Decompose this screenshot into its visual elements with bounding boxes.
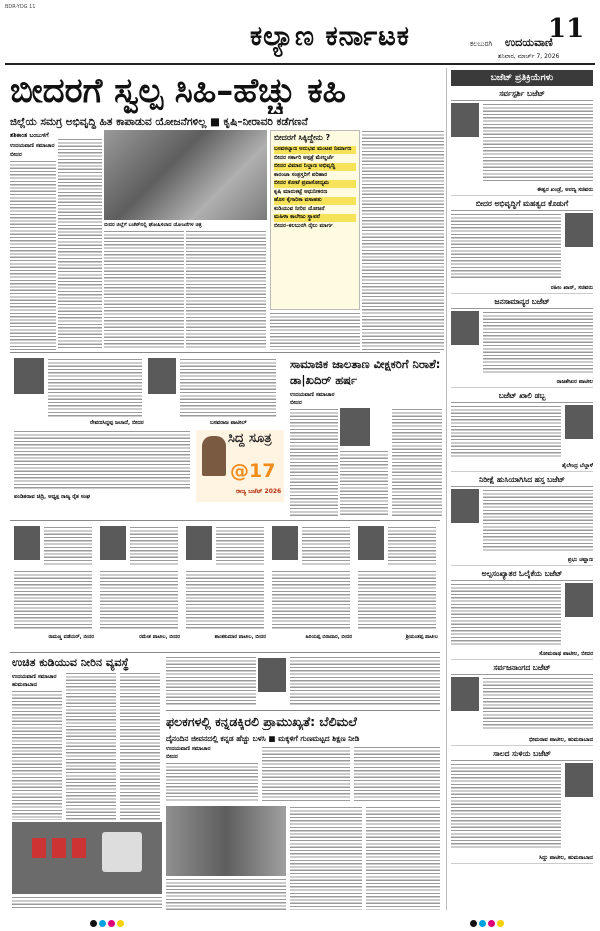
- expectation-item: ಬಸವಕಲ್ಯಾಣ ಅನುಭವ ಮಂಟಪ ನಿರ್ಮಾಣ: [274, 146, 356, 154]
- sidebar-item-byline: ರಹೀಂ ಖಾನ್, ಸಚಿವರು: [550, 285, 593, 291]
- sidebar-item-title: ಸರ್ವಸ್ಪರ್ಶಿ ಬಜೆಟ್: [451, 89, 593, 101]
- sidebar-item-title: ಸರ್ವಜನಾಂಗದ ಬಜೆಟ್: [451, 663, 593, 675]
- sidebar-item-photo: [451, 489, 479, 523]
- comment-photo: [14, 526, 40, 560]
- comment-text-top: [130, 526, 178, 566]
- comment-text: [272, 570, 350, 630]
- comment-byline: ರಮೇಶ ಪಾಟೀಲ, ಬೀದರ: [139, 634, 180, 640]
- comment-text-top: [302, 526, 350, 566]
- comment-text: [100, 570, 178, 630]
- board-photo: [166, 806, 286, 876]
- board-dateline: ಉದಯವಾಣಿ ಸಮಾಚಾರ: [166, 746, 211, 752]
- sidda-title: ಸಿದ್ದ ಸೂತ್ರ: [228, 431, 272, 446]
- reaction-photo-1: [14, 358, 44, 394]
- comment-text-top: [216, 526, 264, 566]
- sidebar-item-title: ನಿರೀಕ್ಷೆ ಹುಸಿಯಾಗಿಸಿದ ಹಸ್ತ ಬಜೆಟ್: [451, 475, 593, 487]
- sidebar-item-title: ಬಜೆಟ್ ಖಾಲಿ ಡಬ್ಬ: [451, 391, 593, 403]
- board-dateline-city: ಬೀದರ: [166, 754, 178, 760]
- registration-marks: [470, 912, 530, 920]
- water-headline: ಉಚಿತ ಕುಡಿಯುವ ನೀರಿನ ವ್ಯವಸ್ಥೆ: [12, 656, 129, 669]
- expectation-item: ಕಾರಂಜಾ ಸಂತ್ರಸ್ತರಿಗೆ ಪರಿಹಾರ: [274, 171, 328, 178]
- comment-text: [358, 570, 436, 630]
- sidebar-item: [451, 569, 593, 660]
- masthead-rule: [5, 63, 595, 65]
- board-caption: [166, 878, 286, 910]
- water-caption: [12, 896, 162, 910]
- board-text-col-3: [354, 746, 440, 802]
- sidebar-item-text: [451, 213, 561, 279]
- water-machine: [102, 832, 142, 872]
- expectations-box: [270, 130, 360, 310]
- water-photo: [12, 822, 162, 894]
- date-line: ಶನಿವಾರ, ಮಾರ್ಚ್ 7, 2026: [498, 53, 560, 60]
- comment-photo: [100, 526, 126, 560]
- sidebar-item-photo: [565, 213, 593, 247]
- sidebar-item-photo: [565, 763, 593, 797]
- comment-photo: [186, 526, 212, 560]
- expectation-item: ಹೊಸ ಕೈಗಾರಿಕಾ ವಸಾಹತು: [274, 197, 356, 205]
- comment-text-top: [44, 526, 92, 566]
- sidebar-item-text: [483, 103, 593, 181]
- paper-name: ಉದಯವಾಣಿ: [505, 36, 553, 49]
- water-can-icon: [72, 838, 86, 858]
- comment-text-top: [388, 526, 436, 566]
- quote-text: [14, 430, 190, 490]
- social-text-col-3: [392, 408, 442, 516]
- board-subheadline: ದೈನಂದಿನ ಜೀವನದಲ್ಲಿ ಕನ್ನಡ ಹೆಚ್ಚು ಬಳಸಿ ■ ಮಕ್ಕಳಿಗೆ ಗುಣಮಟ್ಟದ ಶಿಕ್ಷಣ ನೀಡಿ: [166, 734, 360, 743]
- sidebar-item: [451, 391, 593, 472]
- registration-marks: [90, 912, 150, 920]
- board-text-col-1: [166, 762, 258, 802]
- expectation-item: ಕೃಷಿ ಮಾರುಕಟ್ಟೆ ಆಧುನೀಕರಣ: [274, 188, 328, 195]
- sidebar-items: [447, 89, 597, 864]
- section-title: ಕಲ್ಯಾಣ ಕರ್ನಾಟಕ: [250, 21, 410, 52]
- sidebar-item-text: [451, 583, 561, 645]
- divider: [10, 520, 440, 521]
- lead-subheadline: ಜಿಲ್ಲೆಯ ಸಮಗ್ರ ಅಭಿವೃದ್ಧಿ ಹಿತ ಕಾಪಾಡುವ ಯೋಜನೆಗಳಿಲ್ಲ ■ ಕೃಷಿ–ನೀರಾವರಿ ಕಡೆಗಣನೆ: [10, 116, 308, 128]
- cm-photo: [202, 436, 226, 476]
- water-text-col-3: [120, 672, 160, 820]
- water-can-icon: [52, 838, 66, 858]
- sidebar-item-text: [483, 311, 593, 373]
- expectation-item: ಮಹಿಳಾ ಕಾಲೇಜು ಸ್ಥಾಪನೆ: [274, 214, 356, 222]
- sidda-tag: ರಾಜ್ಯ ಬಜೆಟ್ 2026: [236, 488, 282, 495]
- expectation-item: ಬೀದರ ಸರ್ಕಾರಿ ಆಸ್ಪತ್ರೆ ಮೇಲ್ದರ್ಜೆ: [274, 154, 334, 161]
- lead-byline: ಶಶಿಕಾಂತ ಬಂಬುಳಗೆ: [10, 132, 49, 139]
- expectation-item: ಬೀದರ–ಕಲಬುರಗಿ ರೈಲು ಮಾರ್ಗ: [274, 222, 333, 229]
- water-text-col-1: [12, 690, 62, 820]
- sidebar-item-text: [483, 677, 593, 731]
- sidebar-item-byline: ರಾಜಶೇಖರ ಪಾಟೀಲ: [556, 379, 593, 385]
- print-code: BDR-YDG 11: [5, 4, 36, 10]
- sidebar-item-title: ಅಲ್ಪಸಂಖ್ಯಾತರ ಓಲೈಕೆಯ ಬಜೆಟ್: [451, 569, 593, 581]
- water-dateline: ಉದಯವಾಣಿ ಸಮಾಚಾರ: [12, 674, 57, 680]
- comment-text: [14, 570, 92, 630]
- water-text-col-2: [66, 672, 116, 820]
- sidebar-item: [451, 297, 593, 388]
- lead-text-col-6: [362, 130, 444, 350]
- page-number: 11: [548, 14, 585, 44]
- sidebar-item-text: [451, 405, 561, 457]
- sidebar-item-text: [451, 763, 561, 849]
- sidebar-item-photo: [565, 405, 593, 439]
- social-text-col-2: [340, 450, 388, 516]
- sidebar-item-byline: ಸಿದ್ದು ಪಾಟೀಲ, ಹುಮನಾಬಾದ: [539, 855, 593, 861]
- reaction-text-1: [48, 358, 142, 418]
- reaction-byline-1: ರೇವಣಸಿದ್ದಪ್ಪ ಜಲಾದೆ, ಬೀದರ: [90, 420, 144, 426]
- sidebar-item-byline: ಭೀಮರಾವ ಪಾಟೀಲ, ಹುಮನಾಬಾದ: [528, 737, 593, 743]
- social-photo: [340, 408, 370, 446]
- sidebar-item-text: [483, 489, 593, 551]
- expectations-title: ಬೀದರಗೆ ಸಿಕ್ಕಿದ್ದೇನು ?: [274, 133, 331, 142]
- sidebar-item: [451, 199, 593, 294]
- sidebar-item-title: ಬೀದರ ಅಭಿವೃದ್ಧಿಗೆ ಮಹತ್ವದ ಕೊಡುಗೆ: [451, 199, 593, 211]
- reaction-byline-2: ಬಸವರಾಜ ಪಾಟೀಲ್: [210, 420, 247, 426]
- sidebar-item-photo: [451, 103, 479, 137]
- sidda-sootra-badge: [196, 430, 284, 502]
- sidebar-item: [451, 89, 593, 196]
- water-can-icon: [32, 838, 46, 858]
- sidebar-item-byline: ಸೋಮನಾಥ ಪಾಟೀಲ, ಬೀದರ: [539, 651, 593, 657]
- sidebar-item: [451, 749, 593, 864]
- social-text-col-1: [290, 408, 338, 516]
- divider: [166, 710, 440, 711]
- comment-photo: [358, 526, 384, 560]
- city: ಕಲಬುರಗಿ: [470, 40, 493, 48]
- expectation-item: ಬೀದರ ವಿಮಾನ ನಿಲ್ದಾಣ ಅಭಿವೃದ್ಧಿ: [274, 163, 356, 171]
- lead-headline: ಬೀದರಗೆ ಸ್ವಲ್ಪ ಸಿಹಿ–ಹೆಚ್ಚು ಕಹಿ: [10, 71, 347, 111]
- sidebar-item-photo: [451, 677, 479, 711]
- social-headline: ಸಾಮಾಜಿಕ ಜಾಲತಾಣ ವೀಕ್ಷಕರಿಗೆ ನಿರಾಶೆ: ಡಾ|ಖದಿರ್ ಹರ್ಷ: [290, 357, 441, 387]
- lead-caption: ಬೀದರ ಜಿಲ್ಲೆಗೆ ಬಜೆಟ್‌ನಲ್ಲಿ ಘೋಷಿಸಲಾದ ಯೋಜನೆಗಳ ಚಿತ್ರ: [104, 222, 202, 228]
- comment-byline: ಶ್ರೀಮಂತಪ್ಪ ಪಾಟೀಲ: [405, 634, 438, 640]
- reaction-text-2: [180, 358, 276, 418]
- sidebar-item-byline: ಶೈಲೇಂದ್ರ ಬೆಲ್ದಾಳೆ: [562, 463, 593, 469]
- sidebar-item-photo: [451, 311, 479, 345]
- sidebar-header: ಬಜೆಟ್ ಪ್ರತಿಕ್ರಿಯೆಗಳು: [451, 70, 593, 86]
- mid-photo-1: [258, 658, 286, 692]
- comment-text: [186, 570, 264, 630]
- divider: [10, 352, 440, 353]
- sidebar-item: [451, 663, 593, 746]
- comment-byline: ಶಾಂತಕುಮಾರ ಪಾಟೀಲ, ಬೀದರ: [214, 634, 266, 640]
- lead-text-col-4: [186, 230, 266, 350]
- board-text-col-4: [290, 806, 362, 910]
- expectation-item: ಬೀದರ ಕೋಟೆ ಪ್ರವಾಸೋದ್ಯಮ: [274, 180, 356, 188]
- quote-byline: ಪಂಡಿತರಾವ ಚಿದ್ರಿ, ಅಧ್ಯಕ್ಷ ರಾಜ್ಯ ರೈತ ಸಂಘ: [14, 494, 91, 500]
- board-text-col-5: [366, 806, 440, 910]
- comment-photo: [272, 526, 298, 560]
- mid-text-2: [290, 656, 440, 706]
- comment-byline: ಹಿರಿಯಪ್ಪ ಬಿರಾದಾರ, ಬೀದರ: [305, 634, 352, 640]
- lead-text-col-1: [10, 160, 56, 350]
- reaction-photo-2: [148, 358, 176, 394]
- board-headline: ಫಲಕಗಳಲ್ಲಿ ಕನ್ನಡಕ್ಕಿರಲಿ ಪ್ರಾಮುಖ್ಯತೆ: ಬೆಲಿಮಲೆ: [166, 714, 357, 729]
- social-dateline: ಉದಯವಾಣಿ ಸಮಾಚಾರ: [290, 392, 335, 398]
- expectation-item: ಕುಡಿಯುವ ನೀರಿನ ಯೋಜನೆ: [274, 205, 325, 212]
- board-text-col-2: [262, 746, 350, 802]
- sidebar: [446, 68, 597, 910]
- water-dateline-city: ಹುಮನಾಬಾದ: [12, 682, 38, 688]
- divider: [10, 652, 440, 653]
- lead-photo: [104, 130, 267, 220]
- lead-text-col-5: [270, 312, 360, 350]
- lead-text-col-3: [104, 230, 184, 350]
- sidebar-item-byline: ಪ್ರಭು ಚವ್ಹಾಣ: [567, 557, 593, 563]
- sidebar-item-photo: [565, 583, 593, 617]
- comment-byline: ರಾಮಣ್ಣ ವಡೆಯರ್, ಬೀದರ: [48, 634, 94, 640]
- sidebar-item-title: ಜನಸಾಮಾನ್ಯರ ಬಜೆಟ್: [451, 297, 593, 309]
- lead-dateline-city: ಬೀದರ: [10, 152, 22, 158]
- expectations-list: [271, 146, 359, 230]
- lead-dateline: ಉದಯವಾಣಿ ಸಮಾಚಾರ: [10, 143, 55, 149]
- sidda-number: @17: [230, 460, 276, 482]
- social-dateline-city: ಬೀದರ: [290, 400, 302, 406]
- sidebar-item-byline: ಈಶ್ವರ ಖಂಡ್ರೆ, ಅರಣ್ಯ ಸಚಿವರು: [537, 187, 593, 193]
- sidebar-item: [451, 475, 593, 566]
- lead-text-col-2: [58, 138, 102, 350]
- mid-text-1: [166, 656, 256, 706]
- section-title-block: [250, 20, 440, 54]
- sidebar-item-title: ಸಾಲದ ಸುಳಿಯ ಬಜೆಟ್: [451, 749, 593, 761]
